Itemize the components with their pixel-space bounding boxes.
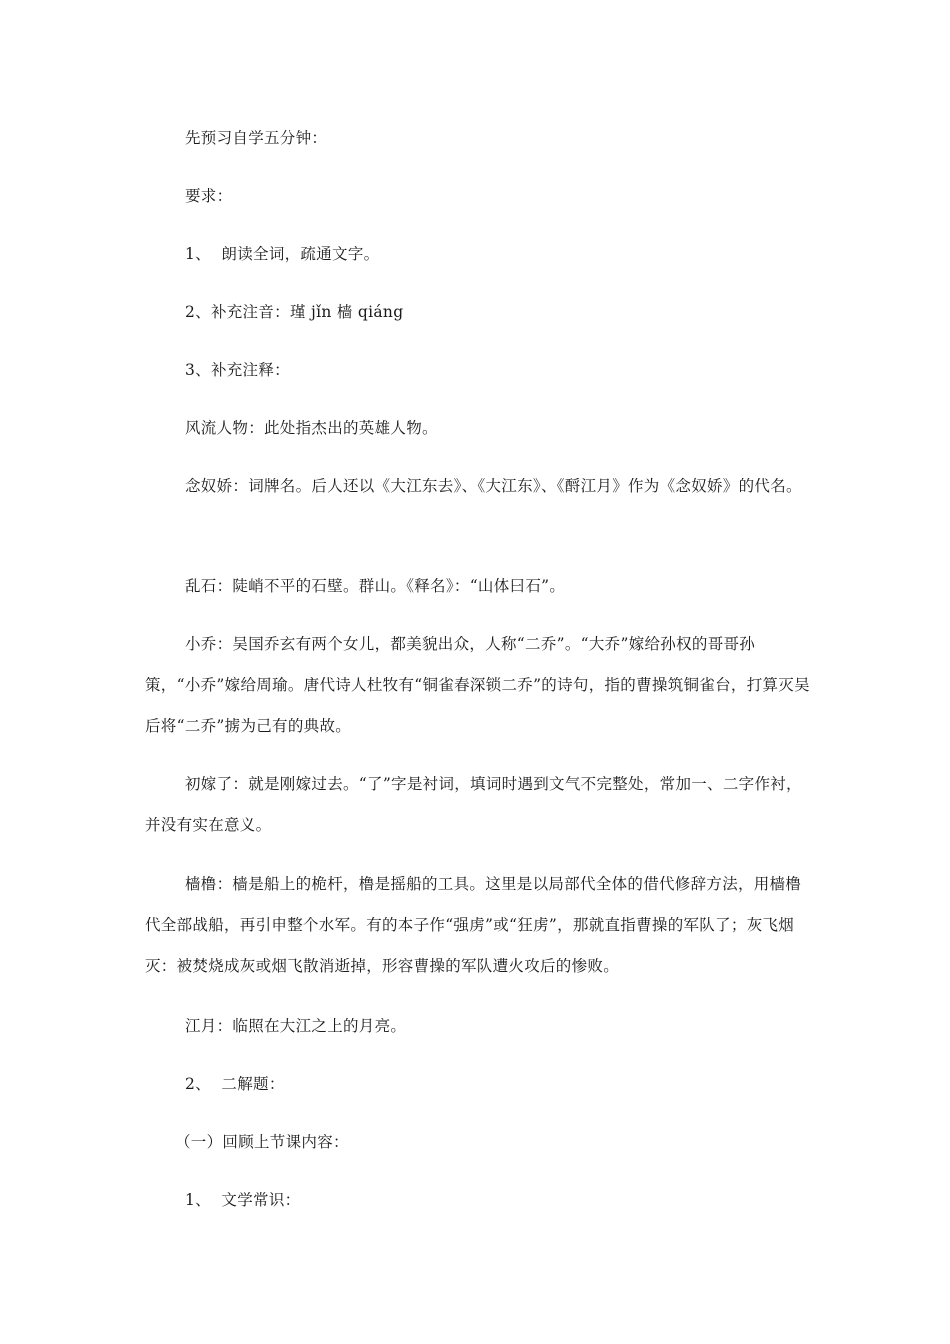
paragraph-note-chujiale: 初嫁了：就是刚嫁过去。“了”字是衬词，填词时遇到文气不完整处，常加一、二字作衬，并没有实在意义。 [145,775,802,834]
paragraph-requirement-1: 1、 朗读全词，疏通文字。 [185,245,380,263]
paragraph-requirement-3: 3、补充注释： [185,361,290,379]
paragraph-note-jiangyue: 江月：临照在大江之上的月亮。 [185,1017,407,1035]
paragraph-note-qianglu: 樯橹：樯是船上的桅杆，橹是摇船的工具。这里是以局部代全体的借代修辞方法，用樯橹代全部战船，再引申整个水军。有的本子作“强虏”或“狂虏”，那就直指曹操的军队了；灰飞烟灭：被焚烧成灰或烟飞散消逝掉，形容曹操的军队遭火攻后的惨败。 [145,875,802,975]
paragraph-note-xiaoqiao: 小乔：吴国乔玄有两个女儿，都美貌出众，人称“二乔”。“大乔”嫁给孙权的哥哥孙策，“小乔”嫁给周瑜。唐代诗人杜牧有“铜雀春深锁二乔”的诗句，指的曹操筑铜雀台，打算灭吴后将“二乔”掳为己有的典故。 [145,635,810,735]
paragraph-requirement-2: 2、补充注音：瑾 jǐn 樯 qiáng [185,303,404,321]
paragraph-review-heading: （一）回顾上节课内容： [175,1133,349,1151]
paragraph-note-fengliu: 风流人物：此处指杰出的英雄人物。 [185,419,438,437]
paragraph-section-2: 2、 二解题： [185,1075,285,1093]
paragraph-requirements-heading: 要求： [185,187,233,205]
paragraph-literature-knowledge: 1、 文学常识： [185,1191,301,1209]
paragraph-note-luanshi: 乱石：陡峭不平的石壁。群山。《释名》：“山体曰石”。 [185,577,566,595]
paragraph-preview-instruction: 先预习自学五分钟： [185,129,328,147]
paragraph-note-niannujiao: 念奴娇：词牌名。后人还以《大江东去》、《大江东》、《酹江月》作为《念奴娇》的代名。 [185,477,802,495]
